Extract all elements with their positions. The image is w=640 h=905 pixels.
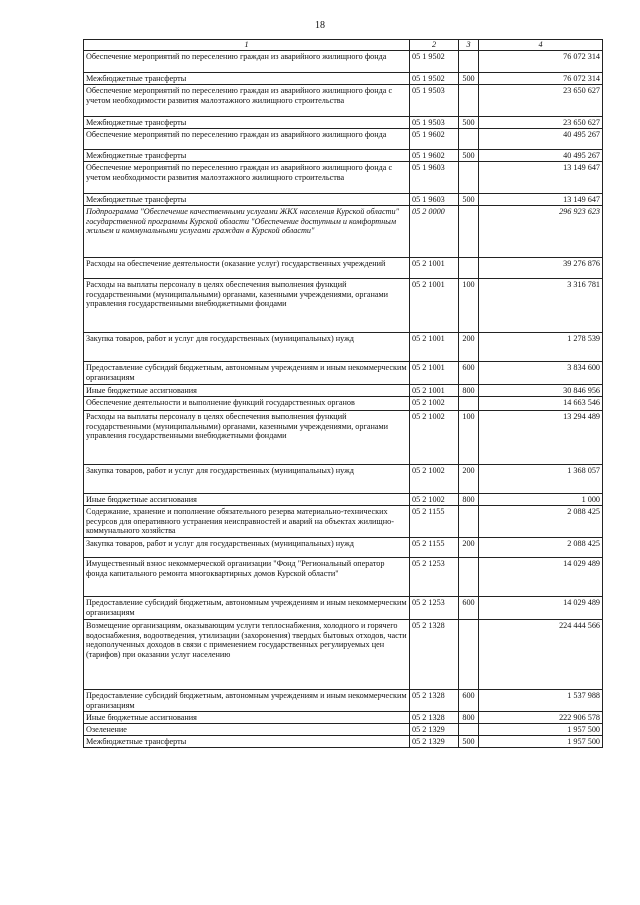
name-cell: Обеспечение мероприятий по переселению граждан из аварийного жилищного фонда [84,128,410,149]
sum-cell: 1 957 500 [479,735,603,747]
table-row [84,493,603,505]
table-row [84,149,603,161]
code-cell: 05 2 1002 [410,396,459,410]
vr-cell: 200 [459,332,479,361]
header-row [84,40,603,51]
name-cell: Расходы на обеспечение деятельности (оказание услуг) государственных учреждений [84,257,410,278]
name-cell: Иные бюджетные ассигнования [84,493,410,505]
vr-cell [459,205,479,257]
table-row [84,711,603,723]
vr-cell [459,396,479,410]
vr-cell [459,505,479,537]
name-cell: Закупка товаров, работ и услуг для государственных (муниципальных) нужд [84,332,410,361]
sum-cell: 1 368 057 [479,464,603,493]
vr-cell [459,161,479,193]
sum-cell: 76 072 314 [479,72,603,84]
sum-cell: 1 000 [479,493,603,505]
vr-cell: 600 [459,361,479,384]
sum-cell: 14 029 489 [479,557,603,596]
vr-cell [459,50,479,72]
sum-cell: 13 149 647 [479,193,603,205]
sum-cell: 3 316 781 [479,278,603,332]
vr-cell: 500 [459,149,479,161]
name-cell: Обеспечение мероприятий по переселению граждан из аварийного жилищного фонда [84,50,410,72]
code-cell: 05 1 9602 [410,149,459,161]
table-row [84,689,603,711]
vr-cell: 200 [459,464,479,493]
name-cell: Возмещение организациям, оказывающим услуги теплоснабжения, холодного и горячего водоснабжения, водоотведения, утилизации (захоронения) твердых бытовых отходов, части недополученных доходов в связи с применением государственных регулируемых цен (тарифов) при оказании услуг населению [84,619,410,689]
sum-cell: 222 906 578 [479,711,603,723]
name-cell: Обеспечение деятельности и выполнение функций государственных органов [84,396,410,410]
table-row [84,396,603,410]
budget-table [83,39,603,748]
code-cell: 05 2 1328 [410,689,459,711]
table-row [84,72,603,84]
code-cell: 05 2 1155 [410,505,459,537]
code-cell: 05 2 1001 [410,361,459,384]
name-cell: Подпрограмма "Обеспечение качественными услугами ЖКХ населения Курской области" государственной программы Курской области "Обеспечение доступным и комфортным жильем и коммунальными услугами граждан в Курской области" [84,205,410,257]
vr-cell: 100 [459,410,479,464]
code-cell: 05 1 9502 [410,72,459,84]
vr-cell [459,84,479,116]
vr-cell: 600 [459,596,479,619]
name-cell: Содержание, хранение и пополнение обязательного резерва материально-технических ресурсов для оперативного устранения неисправностей и аварий на объектах жилищно-коммунального хозяйства [84,505,410,537]
vr-cell [459,557,479,596]
vr-cell [459,257,479,278]
sum-cell: 30 846 956 [479,384,603,396]
table-row [84,332,603,361]
name-cell: Межбюджетные трансферты [84,116,410,128]
vr-cell: 800 [459,711,479,723]
sum-cell: 14 029 489 [479,596,603,619]
code-cell: 05 2 1001 [410,278,459,332]
name-cell: Межбюджетные трансферты [84,149,410,161]
name-cell: Межбюджетные трансферты [84,72,410,84]
code-cell: 05 2 1329 [410,723,459,735]
name-cell: Иные бюджетные ассигнования [84,384,410,396]
name-cell: Обеспечение мероприятий по переселению граждан из аварийного жилищного фонда с учетом необходимости развития малоэтажного жилищного строительства [84,84,410,116]
table-row [84,161,603,193]
sum-cell: 40 495 267 [479,149,603,161]
code-cell: 05 2 1328 [410,711,459,723]
code-cell: 05 2 1329 [410,735,459,747]
code-cell: 05 1 9603 [410,193,459,205]
code-cell: 05 1 9503 [410,84,459,116]
code-cell: 05 2 1155 [410,537,459,557]
header-cell: 1 [84,40,410,51]
table-row [84,128,603,149]
table-row [84,619,603,689]
name-cell: Предоставление субсидий бюджетным, автономным учреждениям и иным некоммерческим организациям [84,361,410,384]
code-cell: 05 2 1002 [410,493,459,505]
sum-cell: 14 663 546 [479,396,603,410]
table-row [84,257,603,278]
name-cell: Расходы на выплаты персоналу в целях обеспечения выполнения функций государственными (муниципальными) органами, казенными учреждениями, органами управления государственными внебюджетными фондами [84,410,410,464]
name-cell: Предоставление субсидий бюджетным, автономным учреждениям и иным некоммерческим организациям [84,596,410,619]
vr-cell: 500 [459,193,479,205]
vr-cell: 600 [459,689,479,711]
vr-cell: 500 [459,116,479,128]
code-cell: 05 2 1253 [410,596,459,619]
code-cell: 05 2 1001 [410,332,459,361]
sum-cell: 296 923 623 [479,205,603,257]
code-cell: 05 2 1001 [410,384,459,396]
sum-cell: 23 650 627 [479,116,603,128]
code-cell: 05 2 1253 [410,557,459,596]
name-cell: Закупка товаров, работ и услуг для государственных (муниципальных) нужд [84,537,410,557]
code-cell: 05 1 9603 [410,161,459,193]
code-cell: 05 2 0000 [410,205,459,257]
header-cell: 4 [479,40,603,51]
table-row [84,464,603,493]
sum-cell: 224 444 566 [479,619,603,689]
name-cell: Обеспечение мероприятий по переселению граждан из аварийного жилищного фонда с учетом необходимости развития малоэтажного жилищного строительства [84,161,410,193]
sum-cell: 13 149 647 [479,161,603,193]
name-cell: Иные бюджетные ассигнования [84,711,410,723]
sum-cell: 23 650 627 [479,84,603,116]
name-cell: Расходы на выплаты персоналу в целях обеспечения выполнения функций государственными (муниципальными) органами, казенными учреждениями, органами управления государственными внебюджетными фондами [84,278,410,332]
table-row [84,361,603,384]
vr-cell: 200 [459,537,479,557]
vr-cell: 500 [459,72,479,84]
sum-cell: 76 072 314 [479,50,603,72]
sum-cell: 1 278 539 [479,332,603,361]
vr-cell [459,619,479,689]
header-cell: 2 [410,40,459,51]
vr-cell [459,723,479,735]
name-cell: Межбюджетные трансферты [84,735,410,747]
vr-cell: 800 [459,384,479,396]
table-row [84,505,603,537]
table-row [84,410,603,464]
code-cell: 05 1 9602 [410,128,459,149]
sum-cell: 1 537 988 [479,689,603,711]
sum-cell: 3 834 600 [479,361,603,384]
code-cell: 05 1 9503 [410,116,459,128]
page-number: 18 [315,20,325,31]
sum-cell: 13 294 489 [479,410,603,464]
name-cell: Имущественный взнос некоммерческой организации "Фонд "Региональный оператор фонда капитального ремонта многоквартирных домов Курской области" [84,557,410,596]
vr-cell [459,128,479,149]
table-row [84,84,603,116]
code-cell: 05 1 9502 [410,50,459,72]
sum-cell: 2 088 425 [479,505,603,537]
table-row [84,735,603,747]
table-row [84,193,603,205]
table-row [84,596,603,619]
sum-cell: 1 957 500 [479,723,603,735]
name-cell: Межбюджетные трансферты [84,193,410,205]
vr-cell: 800 [459,493,479,505]
sum-cell: 2 088 425 [479,537,603,557]
table-row [84,205,603,257]
code-cell: 05 2 1001 [410,257,459,278]
name-cell: Предоставление субсидий бюджетным, автономным учреждениям и иным некоммерческим организациям [84,689,410,711]
code-cell: 05 2 1002 [410,464,459,493]
name-cell: Озеленение [84,723,410,735]
table-row [84,50,603,72]
table-row [84,116,603,128]
table-row [84,278,603,332]
name-cell: Закупка товаров, работ и услуг для государственных (муниципальных) нужд [84,464,410,493]
table-row [84,723,603,735]
header-cell: 3 [459,40,479,51]
table-row [84,384,603,396]
code-cell: 05 2 1002 [410,410,459,464]
sum-cell: 39 276 876 [479,257,603,278]
table-row [84,537,603,557]
vr-cell: 500 [459,735,479,747]
vr-cell: 100 [459,278,479,332]
code-cell: 05 2 1328 [410,619,459,689]
sum-cell: 40 495 267 [479,128,603,149]
table-row [84,557,603,596]
